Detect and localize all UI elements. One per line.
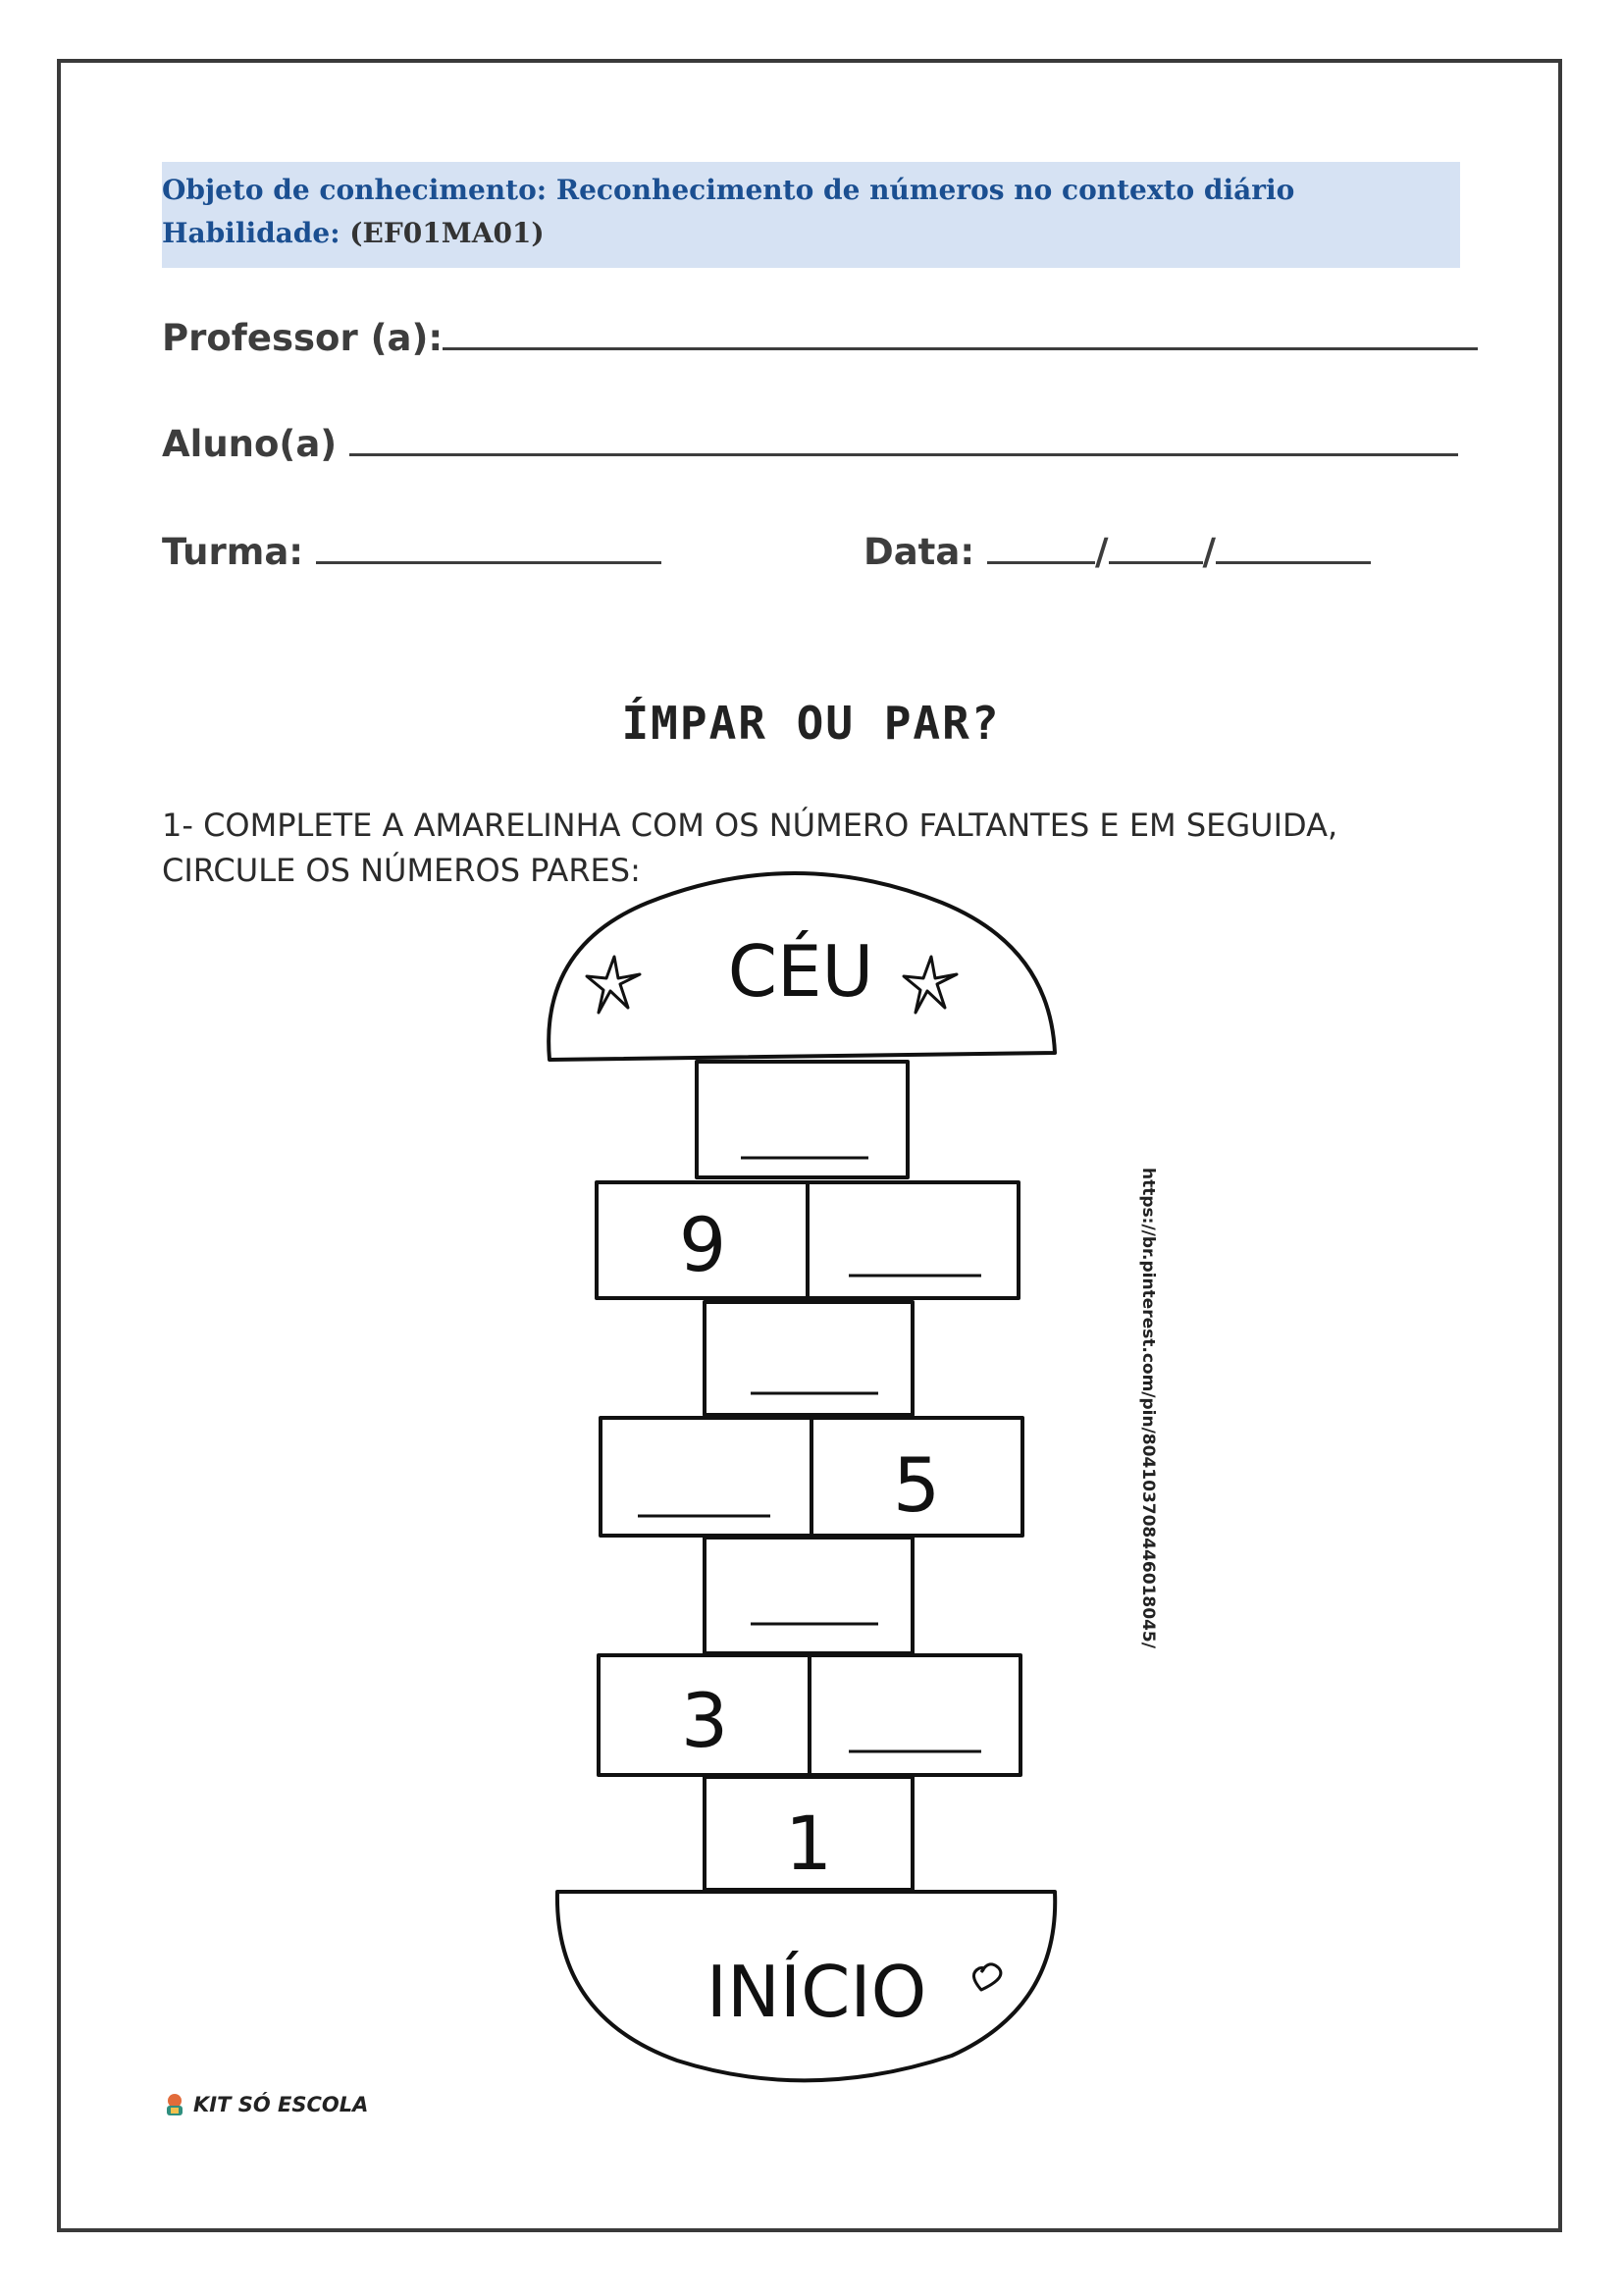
aluno-field: [162, 420, 1458, 465]
box-blank-left-2: [601, 1418, 811, 1536]
turma-label: Turma:: [162, 531, 304, 573]
logo-text: KIT SÓ ESCOLA: [193, 2093, 369, 2116]
box-blank-right-3: [810, 1655, 1020, 1775]
logo-icon: [162, 2092, 187, 2117]
turma-blank[interactable]: [316, 528, 661, 564]
number-9: 9: [678, 1201, 727, 1288]
box-single-2: [705, 1302, 913, 1415]
habilidade-label: Habilidade:: [162, 217, 340, 249]
data-year-blank[interactable]: [1216, 528, 1371, 564]
professor-blank[interactable]: [443, 314, 1478, 350]
box-single-3: [705, 1538, 913, 1653]
number-1: 1: [784, 1800, 833, 1887]
turma-field: [162, 528, 661, 573]
number-3: 3: [680, 1677, 729, 1764]
habilidade-code: (EF01MA01): [349, 217, 545, 249]
aluno-blank[interactable]: [349, 420, 1458, 456]
kit-so-escola-logo: [162, 2092, 368, 2117]
aluno-label: Aluno(a): [162, 423, 338, 465]
inicio-label: INÍCIO: [706, 1951, 927, 2033]
data-field: Data: / /: [863, 528, 1371, 573]
habilidade-line: [162, 217, 545, 249]
source-url: https://br.pinterest.com/pin/804103708446018045/: [1138, 1168, 1158, 1648]
ceu-label: CÉU: [727, 930, 874, 1013]
professor-label: Professor (a):: [162, 317, 444, 359]
data-month-blank[interactable]: [1109, 528, 1203, 564]
header-band: [162, 162, 1460, 268]
professor-field: [162, 314, 1478, 359]
objeto-conhecimento: Objeto de conhecimento: Reconhecimento de números no contexto diário: [162, 174, 1295, 206]
box-top-single: [697, 1062, 908, 1177]
number-5: 5: [892, 1441, 941, 1529]
instruction-text: 1- COMPLETE A AMARELINHA COM OS NÚMERO FALTANTES E EM SEGUIDA, CIRCULE OS NÚMEROS PARES:: [162, 807, 1338, 889]
worksheet-title: ÍMPAR OU PAR?: [621, 697, 1001, 750]
data-day-blank[interactable]: [987, 528, 1095, 564]
hopscotch-drawing: [530, 859, 1079, 2095]
data-label: Data:: [863, 531, 975, 573]
box-blank-right-1: [808, 1182, 1019, 1298]
